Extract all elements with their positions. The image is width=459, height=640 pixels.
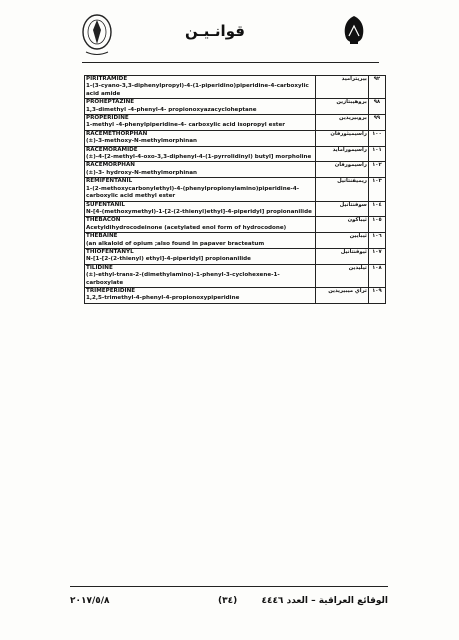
drug-name: PROPERIDINE xyxy=(86,115,129,122)
drug-name: THIOFENTANYL xyxy=(86,248,134,255)
chemical-name: 1-(3-cyano-3,3-diphenylpropyl)-4-(1-piperidino)piperidine-4-carboxylic acid amide xyxy=(86,83,309,97)
row-number: ١٠٥ xyxy=(368,217,385,233)
row-number: ١٠٩ xyxy=(368,287,385,303)
drug-name: TILIDINE xyxy=(86,264,113,271)
drug-name: REMIFENTANIL xyxy=(86,178,133,185)
row-number: ٩٢ xyxy=(368,76,385,99)
arabic-name: تراي ميبيريدين xyxy=(315,287,368,303)
issue-date: ٢٠١٧/٥/٨ xyxy=(70,596,110,606)
drug-name: RACEMORPHAN xyxy=(86,162,135,169)
row-number: ١٠٢ xyxy=(368,162,385,178)
chemical-name: (±)-3-methoxy-N-methylmorphinan xyxy=(86,138,197,145)
arabic-name: سوفنتانيل xyxy=(315,201,368,217)
drug-name: RACEMORAMIDE xyxy=(86,146,138,153)
drug-entry xyxy=(85,115,316,131)
table-row xyxy=(85,178,386,201)
table-row xyxy=(85,233,386,249)
row-number: ١٠٧ xyxy=(368,248,385,264)
drug-name: THEBAINE xyxy=(86,233,118,240)
drug-entry xyxy=(85,201,316,217)
drug-entry xyxy=(85,162,316,178)
gazette-issue: الوقائع العراقية – العدد ٤٤٤٦ xyxy=(261,596,388,606)
drug-name: PROHEPTAZINE xyxy=(86,99,135,106)
chemical-name: Acetyldihydrocodeinone (acetylated enol form of hydrocodone) xyxy=(86,224,287,231)
ministry-seal-icon xyxy=(80,10,114,58)
drug-entry xyxy=(85,248,316,264)
row-number: ١٠١ xyxy=(368,146,385,162)
header-divider xyxy=(82,62,379,63)
arabic-name: بروبيريدين xyxy=(315,115,368,131)
drug-name: TRIMEPERIDINE xyxy=(86,287,136,294)
table-row xyxy=(85,287,386,303)
table-row xyxy=(85,217,386,233)
row-number: ١٠٤ xyxy=(368,201,385,217)
chemical-name: (an alkaloid of opium ;also found in papaver bracteatum xyxy=(86,240,265,247)
drug-entry xyxy=(85,217,316,233)
page-number: (٣٤) xyxy=(218,596,238,606)
drug-entry xyxy=(85,99,316,115)
chemical-name: 1-(2-methoxycarbonylethyl)-4-(phenylpropionylamino)piperidine-4-carboxylic acid methyl ester xyxy=(86,185,300,200)
footer-divider xyxy=(70,586,388,587)
arabic-name: ثيوفنتانيل xyxy=(315,248,368,264)
row-number: ١٠٨ xyxy=(368,264,385,287)
arabic-name: ثيبايين xyxy=(315,233,368,249)
chemical-name: N-[1-[2-(2-thienyl) ethyl]-4-piperidyl] propionanilide xyxy=(86,256,251,263)
row-number: ٩٨ xyxy=(368,99,385,115)
table-row xyxy=(85,130,386,146)
arabic-name: ثيباكون xyxy=(315,217,368,233)
chemical-name: N-[4-(methoxymethyl)-1-[2-(2-thienyl)ethyl]-4-piperidyl] propionanilide xyxy=(86,208,312,215)
table-row xyxy=(85,201,386,217)
table-row xyxy=(85,76,386,99)
table-row xyxy=(85,162,386,178)
table-row xyxy=(85,146,386,162)
table-row xyxy=(85,264,386,287)
arabic-name: راسيمورامايد xyxy=(315,146,368,162)
chemical-name: 1,2,5-trimethyl-4-phenyl-4-propionoxypiperidine xyxy=(86,295,240,302)
row-number: ١٠٠ xyxy=(368,130,385,146)
chemical-name: (±)-ethyl-trans-2-(dimethylamino)-1-phenyl-3-cyclohexene-1-carboxylate xyxy=(86,272,280,286)
page-title: قوانـيـن xyxy=(185,22,245,40)
drug-entry xyxy=(85,178,316,201)
drug-entry xyxy=(85,264,316,287)
row-number: ١٠٣ xyxy=(368,178,385,201)
chemical-name: 1,3-dimethyl -4-phenyl-4- propionoxyazacycloheptane xyxy=(86,106,257,113)
drug-name: SUFENTANIL xyxy=(86,201,125,208)
arabic-name: بيريتراميد xyxy=(315,76,368,99)
table-row xyxy=(85,248,386,264)
drug-entry xyxy=(85,146,316,162)
row-number: ١٠٦ xyxy=(368,233,385,249)
chemical-name: (±)-4-[2-methyl-4-oxo-3,3-diphenyl-4-(1-pyrrolidinyl) butyl] morpholine xyxy=(86,154,312,161)
chemical-name: 1-methyl -4-phenylpiperidine-4- carboxylic acid isopropyl ester xyxy=(86,122,286,129)
drug-schedule-table xyxy=(84,75,386,304)
chemical-name: (±)-3- hydroxy-N-methylmorphinan xyxy=(86,169,198,176)
arabic-name: راسيمورفان xyxy=(315,162,368,178)
drug-name: THEBACON xyxy=(86,217,121,224)
drug-entry xyxy=(85,76,316,99)
drug-entry xyxy=(85,287,316,303)
arabic-name: راسيميثورفان xyxy=(315,130,368,146)
drug-entry xyxy=(85,233,316,249)
emblem-icon xyxy=(340,14,368,48)
arabic-name: تيليدين xyxy=(315,264,368,287)
table-row xyxy=(85,115,386,131)
arabic-name: ريميفنتانيل xyxy=(315,178,368,201)
drug-name: PIRITRAMIDE xyxy=(86,76,128,82)
drug-name: RACEMETHORPHAN xyxy=(86,130,148,137)
table-row xyxy=(85,99,386,115)
page-footer xyxy=(70,596,388,612)
arabic-name: بروهيبتازين xyxy=(315,99,368,115)
drug-entry xyxy=(85,130,316,146)
row-number: ٩٩ xyxy=(368,115,385,131)
